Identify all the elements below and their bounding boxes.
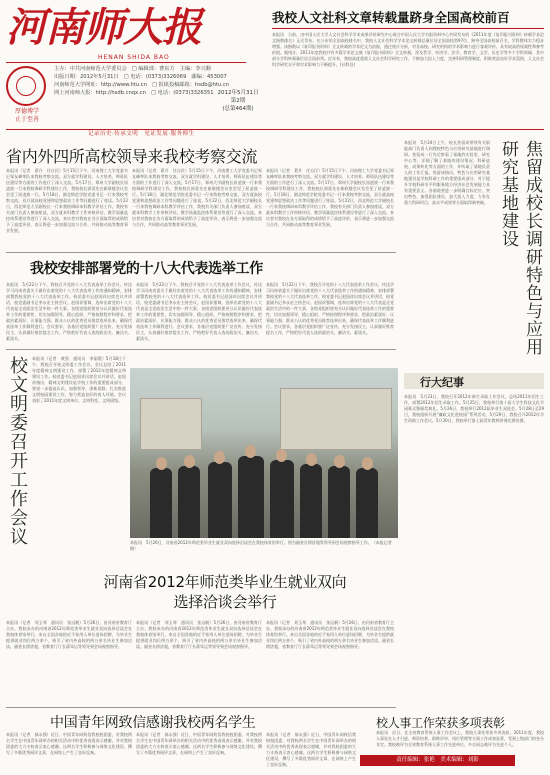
article-headline-election: 我校安排部署党的十八大代表选举工作 [30,261,263,277]
article-body-jobfair-col1: 本报讯（记者 刘玉琴 通讯员 张远帆）5月26日，由河南省教育厅主办、我校承办的河南省2012年师范类毕业生就业双向选择洽谈会在我校体育馆举行。来自全国各地的近千家用人单位进场招聘，为毕业生提供就业岗位两万余个，吸引了省内外高校的两万余名毕业生参加洽谈。副省长徐济超，省教育厅厅长蒋笃运等领导到会场视察指导。 [6,620,132,649]
article-headline-visit: 省内外四所高校领导来我校考察交流 [6,147,258,166]
divider-1 [6,252,396,253]
article-body-youthnet-col1: 本报讯（记者 郝永强）近日，中国青年网致信我校校团委，对我校两名学生在中国青年网举办的相关活动中的优秀表现表示感谢，并对我校团委的大力支持表示衷心感谢。这两名学生积极参与网络文化建设，撰写了多篇优秀网评文章，在网络上产生了良好反响。 [6,732,132,755]
article-body-civility: 本报讯（记者 黄凯 通讯员 李丽霞）5月18日下午，我校召开校文明委工作会议。会议总结了2011年度精神文明建设工作，部署了2012年度精神文明建设工作。校党委书记赵国祥出席会议并讲话。赵国祥指出，精神文明建设是学校工作的重要组成部分，要进一步提高认识，加强领导，创新思路，扎实推进文明校园建设工作，努力营造良好的育人环境。会议表彰了2011年度文明单位、文明科室、文明班级。 [32,356,126,403]
masthead-info-line-4: 网上河南师大报：http://hsdb.cnqx.cn □ 电话：(0373)3326351 [54,90,214,96]
chronicle-body: 本报讯 5月23日，我校召开2012年新生录取工作会议，总结2011年招生工作，部署2012年招生录取工作。5月25日，我校举行第十届大学生科技文化节闭幕式暨颁奖典礼。5月26日，我校举行2012届毕业生双选会。5月28日至29日，我校组织开展“廉政文化进校园”系列活动。5月29日，我校召开2012年学生资助工作会议。5月30日，我校举行第七届青年教师讲课比赛决赛。 [404,394,544,423]
article-headline-jobfair: 河南省2012年师范类毕业生就业双向选择洽谈会举行 [103,573,347,611]
issue-number: 第2期 [230,98,246,104]
issue-date: 2012年5月31日 [217,90,259,96]
article-body-election-col2: 本报讯 5月22日下午，我校召开党的十八大代表选举工作会议，传达学习河南省委关于做好出席党的十八大代表选举工作的通知精神，安排部署我校党的十八大代表选举工作。校党委书记赵国祥出席会议并讲话，校党委副书记李永宏主持会议。赵国祥强调，选举出席党的十八大代表是全党政治生活中的一件大事，各级党组织要充分认识做好代表选举工作的重要性，切实加强领导，精心组织，严格按照程序和要求，把政治素质好、议事能力强、群众公认的优秀党员推荐选举出来，确保代表选举工作顺利进行。会议要求，各基层党组织要广泛宣传、充分发扬民主，认真做好推荐提名工作，严格把好代表人选的政治关、廉洁关、素质关。 [136,282,262,341]
article-body-election-col3: 本报讯 5月22日下午，我校召开党的十八大代表选举工作会议，传达学习河南省委关于做好出席党的十八大代表选举工作的通知精神，安排部署我校党的十八大代表选举工作。校党委书记赵国祥出席会议并讲话，校党委副书记李永宏主持会议。赵国祥强调，选举出席党的十八大代表是全党政治生活中的一件大事，各级党组织要充分认识做好代表选举工作的重要性，切实加强领导，精心组织，严格按照程序和要求，把政治素质好、议事能力强、群众公认的优秀党员推荐选举出来，确保代表选举工作顺利进行。会议要求，各基层党组织要广泛宣传、充分发扬民主，认真做好推荐提名工作，严格把好代表人选的政治关、廉洁关、素质关。 [266,282,394,335]
article-body-visit-col2: 本报讯（记者 葛升 任自民）5月15日下午，河南理工大学党委书记邹友峰率队来我校考察交流。双方就学科建设、人才培养、师资队伍建设等方面的工作进行了深入交流。5月17日，郑州大学副校长屈凌波一行来我校调研学科建设工作，我校校长郭爱先在新联楼会议室会见了屈凌波一行。5月18日，湖北师范学院党委书记一行来我校考察交流，双方就高校党建和思想政治工作等问题进行了座谈。5月22日，西北师范大学副校长一行来我校调研本科教学评估工作，我校有关部门负责人参加座谈，双方就本科教学工作审核评估、教学质量监控体系建设等进行了深入交流。来访者对我校在各方面取得的成绩给予了高度评价，表示将进一步加强交流与合作，共同推动高等教育事业发展。 [132,168,262,227]
article-body-visit-col1: 本报讯（记者 葛升 任自民）5月15日下午，河南理工大学党委书记邹友峰率队来我校考察交流。双方就学科建设、人才培养、师资队伍建设等方面的工作进行了深入交流。5月17日，郑州大学副校长屈凌波一行来我校调研学科建设工作，我校校长郭爱先在新联楼会议室会见了屈凌波一行。5月18日，湖北师范学院党委书记一行来我校考察交流，双方就高校党建和思想政治工作等问题进行了座谈。5月22日，西北师范大学副校长一行来我校调研本科教学评估工作，我校有关部门负责人参加座谈，双方就本科教学工作审核评估、教学质量监控体系建设等进行了深入交流。来访者对我校在各方面取得的成绩给予了高度评价，表示将进一步加强交流与合作，共同推动高等教育事业发展。 [6,168,128,233]
article-headline-civility: 校文明委召开工作会议 [7,356,28,546]
university-motto: 厚德博学 止于至善 [14,108,39,123]
masthead-info-line-2: 出版日期：2012年5月31日 □ 电话：(0373)3326069 邮编：453007 [54,74,227,80]
masthead-info-line-3: 河南师范大学网址：http://www.htu.cn □ 报纸投稿邮箱：hsdb@htu.cn [54,82,230,88]
masthead-divider [6,62,246,63]
header-separator [6,129,544,130]
top-story-rule [272,28,544,29]
news-photo [130,368,398,538]
issue-total: (总第464期) [222,106,254,112]
article-body-youthnet-col3: 本报讯（记者 郝永强）近日，中国青年网致信我校校团委，对我校两名学生在中国青年网举办的相关活动中的优秀表现表示感谢，并对我校团委的大力支持表示衷心感谢。这两名学生积极参与网络文化建设，撰写了多篇优秀网评文章，在网络上产生了良好反响。 [266,732,356,767]
divider-2 [6,349,396,350]
editor-banner: 责任编辑：张艳 美术编辑：刘影 [360,755,515,766]
top-story-headline: 我校人文社科文章转载量跻身全国高校前百 [272,10,510,25]
masthead-info-line-1: 主办：中共河南师范大学委员会 □ 编辑部：曹东方 主编：李兴顺 [54,66,211,72]
photo-caption: 本报讯 5月26日，河南省2012年师范类毕业生就业双向选择洽谈会在我校体育馆举行。图为副省长徐济超等领导到会场视察指导工作。（本报记者 摄） [130,540,396,551]
article-body-youthnet-col2: 本报讯（记者 郝永强）近日，中国青年网致信我校校团委，对我校两名学生在中国青年网举办的相关活动中的优秀表现表示感谢，并对我校团委的大力支持表示衷心感谢。这两名学生积极参与网络文化建设，撰写了多篇优秀网评文章，在网络上产生了良好反响。 [136,732,262,755]
university-seal-inner-icon [16,76,36,96]
issue-info [212,89,264,113]
chronicle-title: 行大纪事 [420,376,464,389]
newspaper-masthead-title: 河南师大报 [6,4,201,51]
header-subline: 记录历史·传承文明 见证发展·服务师生 [88,131,195,137]
article-body-election-col1: 本报讯 5月22日下午，我校召开党的十八大代表选举工作会议，传达学习河南省委关于做好出席党的十八大代表选举工作的通知精神，安排部署我校党的十八大代表选举工作。校党委书记赵国祥出席会议并讲话，校党委副书记李永宏主持会议。赵国祥强调，选举出席党的十八大代表是全党政治生活中的一件大事，各级党组织要充分认识做好代表选举工作的重要性，切实加强领导，精心组织，严格按照程序和要求，把政治素质好、议事能力强、群众公认的优秀党员推荐选举出来，确保代表选举工作顺利进行。会议要求，各基层党组织要广泛宣传、充分发扬民主，认真做好推荐提名工作，严格把好代表人选的政治关、廉洁关、素质关。 [6,282,132,341]
article-headline-president: 焦留成校长调研特色与应用研究基地建设 [498,140,542,356]
divider-3 [6,707,396,708]
article-body-president: 本报讯 5月24日上午，校长焦留成带领有关职能部门负责人到我校特色与应用研究基地进行调研。焦留成一行先后察看了基地的实验室、研究中心等，详细了解了基地的建设情况、科研进展、成果转化等方面的工作，并听取了基地负责人的工作汇报。焦留成指出，特色与应用研究基地建设是学校科研工作的重要组成部分，对于提升学校科研水平和服务地方经济社会发展能力具有重要意义。各基地要进一步明确目标定位，突出特色，加强团队建设，加大投入力度，力争在重大科研项目、高水平成果等方面取得新突破。 [404,140,490,205]
article-body-jobfair-col2: 本报讯（记者 刘玉琴 通讯员 张远帆）5月26日，由河南省教育厅主办、我校承办的河南省2012年师范类毕业生就业双向选择洽谈会在我校体育馆举行。来自全国各地的近千家用人单位进场招聘，为毕业生提供就业岗位两万余个，吸引了省内外高校的两万余名毕业生参加洽谈。副省长徐济超，省教育厅厅长蒋笃运等领导到会场视察指导。 [136,620,262,649]
article-headline-hr: 校人事工作荣获多项表彰 [376,716,505,730]
article-body-jobfair-col3: 本报讯（记者 刘玉琴 通讯员 张远帆）5月26日，由河南省教育厅主办、我校承办的河南省2012年师范类毕业生就业双向选择洽谈会在我校体育馆举行。来自全国各地的近千家用人单位进场招聘，为毕业生提供就业岗位两万余个，吸引了省内外高校的两万余名毕业生参加洽谈。副省长徐济超，省教育厅厅长蒋笃运等领导到会场视察指导。 [266,620,394,649]
article-body-hr: 本报讯 近日，在全省教育系统人事工作会议上，我校人事处荣获多项表彰。2011年度，我校人事处在人才引进、师资培养、职称评审、岗位管理等方面工作成效显著，受到上级部门的充分肯定。我校被评为全省教育系统人事工作先进单位，多名同志被评为先进个人。 [376,730,544,747]
article-headline-jobfair-1 [100,572,350,612]
article-headline-youthnet: 中国青年网致信感谢我校两名学生 [50,715,256,731]
article-body-visit-col3: 本报讯（记者 葛升 任自民）5月15日下午，河南理工大学党委书记邹友峰率队来我校考察交流。双方就学科建设、人才培养、师资队伍建设等方面的工作进行了深入交流。5月17日，郑州大学副校长屈凌波一行来我校调研学科建设工作，我校校长郭爱先在新联楼会议室会见了屈凌波一行。5月18日，湖北师范学院党委书记一行来我校考察交流，双方就高校党建和思想政治工作等问题进行了座谈。5月22日，西北师范大学副校长一行来我校调研本科教学评估工作，我校有关部门负责人参加座谈，双方就本科教学工作审核评估、教学质量监控体系建设等进行了深入交流。来访者对我校在各方面取得的成绩给予了高度评价，表示将进一步加强交流与合作，共同推动高等教育事业发展。 [266,168,394,227]
masthead-pinyin: HENAN SHIDA BAO [98,54,170,61]
top-story-body: 本报讯 日前，由中国人民大学人文社会科学学术成果评价研究中心联合中国人民大学书报资料中心共同发布的《2011年度《复印报刊资料》转载学术论文指数排名》正式发布。在公布的全国高校排名中，我校人文社会科学学术论文转载总量位居全国高校第97位，跻身全国高校前百名，学科整体实力稳步增强。该指数以《复印报刊资料》全文转载的学术论文为依据，通过统计分析，对各高校、研究机构的学术影响力进行客观评价，具有较高的权威性和参考价值。据统计，2011年度我校共有多篇学术论文被《复印报刊资料》全文转载，涉及哲学、经济学、法学、教育学、文学、历史学等多个学科领域，其中部分学科转载量位居全国前列。近年来，我校高度重视人文社会科学研究工作，不断加大投入力度，完善科研管理制度，积极营造良好学术氛围，人文社会科学研究水平和学术影响力不断提升。(社科处) [272,32,544,67]
